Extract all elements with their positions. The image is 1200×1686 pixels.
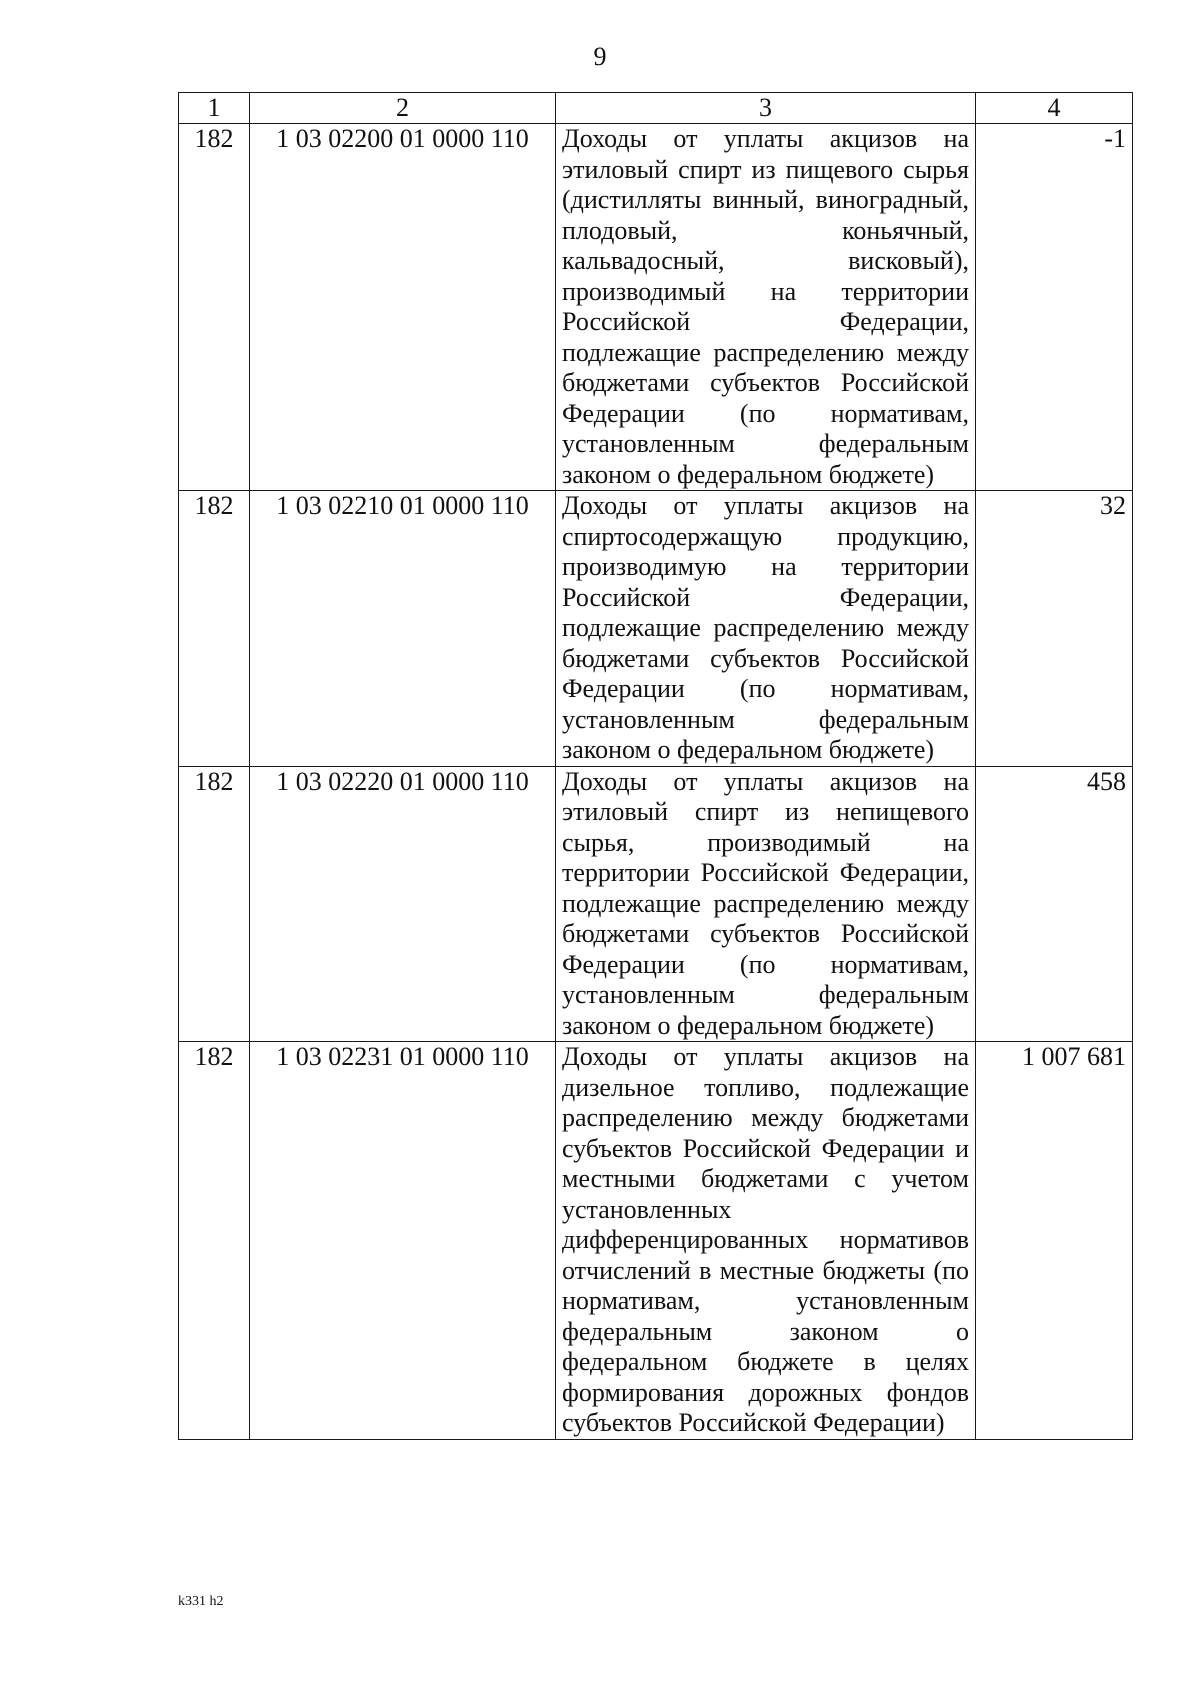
budget-code-cell: 1 03 02210 01 0000 110 [250, 491, 556, 767]
description-cell: Доходы от уплаты акцизов на дизельное топливо, подлежащие распределению между бюджетами субъектов Российской Федерации и местными бюджетами с учетом установленных дифференцированных нормативов отчислений в местные бюджеты (по нормативам, установленным федеральным законом о федеральном бюджете в целях формирования дорожных фондов субъектов Российской Федерации) [556, 1042, 976, 1440]
amount-cell: 32 [976, 491, 1133, 767]
budget-code-cell: 1 03 02231 01 0000 110 [250, 1042, 556, 1440]
amount-cell: 458 [976, 766, 1133, 1042]
description-cell: Доходы от уплаты акцизов на спиртосодержащую продукцию, производимую на территории Российской Федерации, подлежащие распределению между бюджетами субъектов Российской Федерации (по нормативам, установленным федеральным законом о федеральном бюджете) [556, 491, 976, 767]
column-header-2: 2 [250, 93, 556, 124]
table-row [179, 491, 1133, 767]
amount-cell: 1 007 681 [976, 1042, 1133, 1440]
admin-code-cell: 182 [179, 124, 250, 491]
revenue-table [178, 92, 1133, 1440]
table-row [179, 124, 1133, 491]
table-row [179, 766, 1133, 1042]
admin-code-cell: 182 [179, 1042, 250, 1440]
budget-code-cell: 1 03 02200 01 0000 110 [250, 124, 556, 491]
budget-code-cell: 1 03 02220 01 0000 110 [250, 766, 556, 1042]
footer-doc-code: k331 h2 [178, 1594, 224, 1609]
column-header-3: 3 [556, 93, 976, 124]
column-header-4: 4 [976, 93, 1133, 124]
description-cell: Доходы от уплаты акцизов на этиловый спирт из непищевого сырья, производимый на территории Российской Федерации, подлежащие распределению между бюджетами субъектов Российской Федерации (по нормативам, установленным федеральным законом о федеральном бюджете) [556, 766, 976, 1042]
table-header-row [179, 93, 1133, 124]
amount-cell: -1 [976, 124, 1133, 491]
description-cell: Доходы от уплаты акцизов на этиловый спирт из пищевого сырья (дистилляты винный, виноградный, плодовый, коньячный, кальвадосный, висковый), производимый на территории Российской Федерации, подлежащие распределению между бюджетами субъектов Российской Федерации (по нормативам, установленным федеральным законом о федеральном бюджете) [556, 124, 976, 491]
admin-code-cell: 182 [179, 491, 250, 767]
column-header-1: 1 [179, 93, 250, 124]
table-row [179, 1042, 1133, 1440]
admin-code-cell: 182 [179, 766, 250, 1042]
page-number: 9 [593, 42, 607, 71]
